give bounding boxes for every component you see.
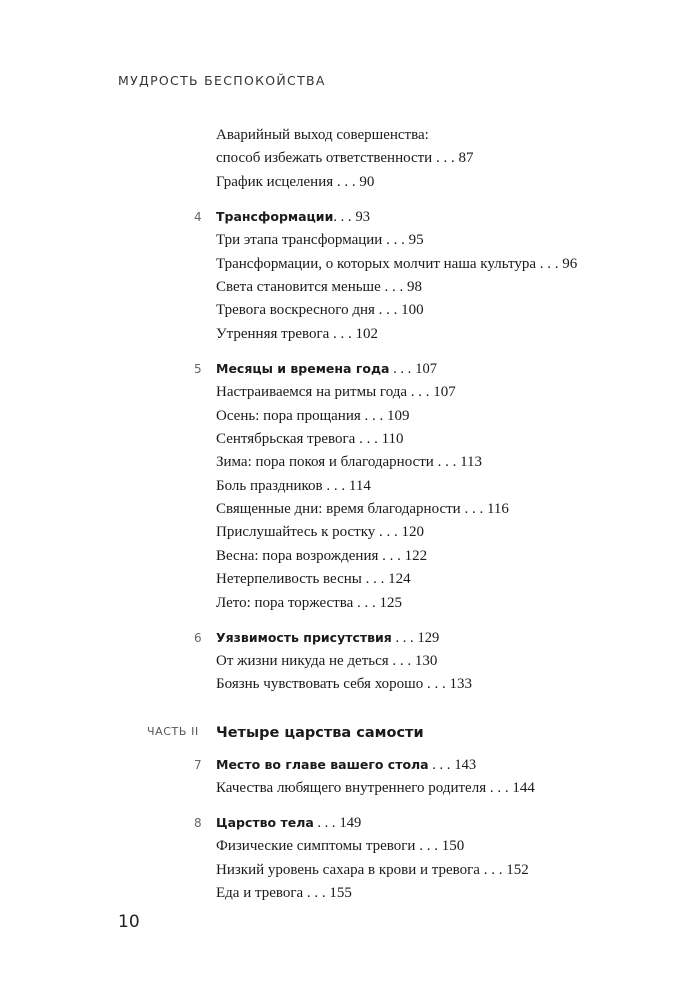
chapter-leader: . . . xyxy=(391,630,414,647)
chapter-number: 4 xyxy=(194,210,202,225)
chapter-heading xyxy=(0,753,682,777)
chapter-number: 7 xyxy=(194,757,202,772)
chapter-heading xyxy=(0,626,682,650)
chapter-title: Уязвимость присутствия xyxy=(216,630,392,646)
toc-entry: Света становится меньше . . . 98 xyxy=(216,278,423,295)
chapter-leader: . . . xyxy=(313,815,336,832)
part-heading xyxy=(0,717,682,747)
chapter-title: Царство тела xyxy=(216,815,314,831)
chapter-page: 93 xyxy=(355,209,370,226)
toc-entry: Качества любящего внутреннего родителя . . . 144 xyxy=(216,779,535,796)
chapter-title: Место во главе вашего стола xyxy=(216,756,429,772)
chapter-leader: . . . xyxy=(389,361,412,378)
chapter-page: 143 xyxy=(454,756,477,773)
chapter-number: 6 xyxy=(194,631,202,646)
chapter-heading xyxy=(0,205,682,229)
chapter-page: 129 xyxy=(417,630,440,647)
chapter-title: Трансформации xyxy=(216,209,334,225)
chapter-heading xyxy=(0,357,682,381)
toc-entry: Боль праздников . . . 114 xyxy=(216,477,371,494)
toc-entry: Лето: пора торжества . . . 125 xyxy=(216,594,402,611)
running-head: МУДРОСТЬ БЕСПОКОЙСТВА xyxy=(118,73,326,88)
chapter-title: Месяцы и времена года xyxy=(216,361,390,377)
toc-entry: Сентябрьская тревога . . . 110 xyxy=(216,430,404,447)
toc-entry: График исцеления . . . 90 xyxy=(216,173,375,190)
chapter-page: 107 xyxy=(415,361,437,378)
part-label: ЧАСТЬ II xyxy=(147,724,199,738)
toc-entry: Тревога воскресного дня . . . 100 xyxy=(216,302,424,319)
toc-entry: Осень: пора прощания . . . 109 xyxy=(216,407,410,424)
toc-entry: Еда и тревога . . . 155 xyxy=(216,884,352,901)
toc-entry: Нетерпеливость весны . . . 124 xyxy=(216,571,411,588)
chapter-leader: . . . xyxy=(428,756,451,773)
chapter-number: 8 xyxy=(194,816,202,831)
toc-entry: Настраиваемся на ритмы года . . . 107 xyxy=(216,384,456,401)
toc-entry: Священные дни: время благодарности . . . 116 xyxy=(216,501,509,518)
toc-entry: Боязнь чувствовать себя хорошо . . . 133 xyxy=(216,676,472,693)
chapter-leader: . . . xyxy=(333,209,352,226)
toc-entry: Утренняя тревога . . . 102 xyxy=(216,325,379,342)
page-number: 10 xyxy=(118,912,140,932)
part-title: Четыре царства самости xyxy=(216,724,424,741)
toc-entry: способ избежать ответственности . . . 87 xyxy=(216,150,474,167)
toc-entry: Зима: пора покоя и благодарности . . . 113 xyxy=(216,454,483,471)
chapter-number: 5 xyxy=(194,362,202,377)
toc-entry: От жизни никуда не деться . . . 130 xyxy=(216,653,438,670)
chapter-heading xyxy=(0,811,682,835)
toc-entry: Аварийный выход совершенства: xyxy=(216,127,429,143)
chapter-page: 149 xyxy=(339,815,362,832)
table-of-contents xyxy=(0,124,682,905)
toc-entry: Физические симптомы тревоги . . . 150 xyxy=(216,838,465,855)
toc-entry: Весна: пора возрождения . . . 122 xyxy=(216,547,428,564)
toc-entry: Прислушайтесь к ростку . . . 120 xyxy=(216,524,425,541)
toc-entry: Три этапа трансформации . . . 95 xyxy=(216,232,424,249)
toc-entry: Низкий уровень сахара в крови и тревога . . . 152 xyxy=(216,861,529,878)
toc-entry: Трансформации, о которых молчит наша культура . . . 96 xyxy=(216,255,578,272)
